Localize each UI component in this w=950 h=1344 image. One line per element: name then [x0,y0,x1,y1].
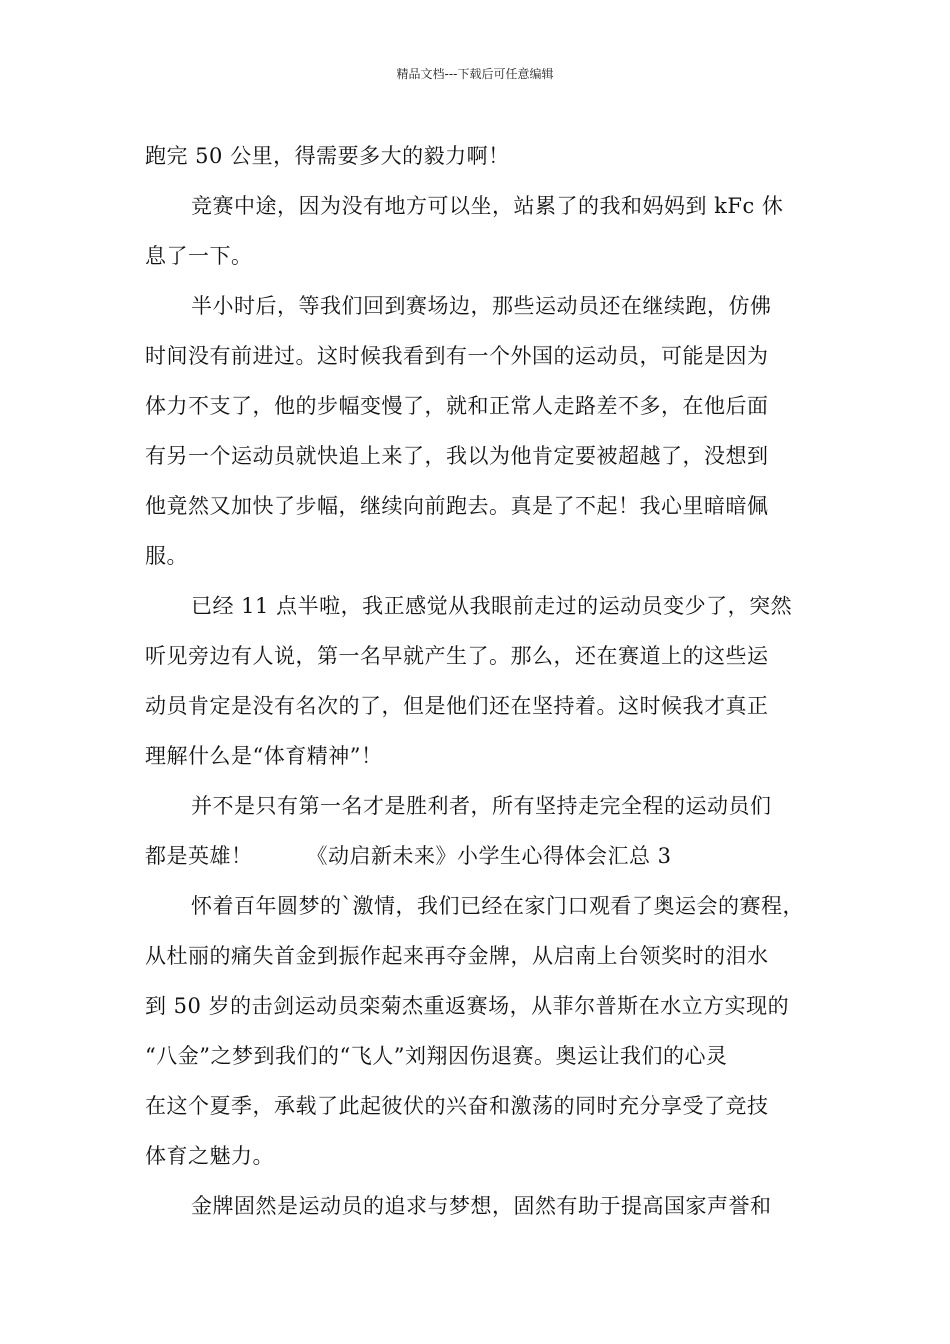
text-line: 服。 [145,544,188,568]
text-line: 从杜丽的痛失首金到振作起来再夺金牌，从启南上台领奖时的泪水 [145,944,769,968]
text-line: 时间没有前进过。这时候我看到有一个外国的运动员，可能是因为 [145,344,769,368]
text-line: 体育之魅力。 [145,1144,274,1168]
text-line: 竞赛中途，因为没有地方可以坐，站累了的我和妈妈到 kFc 休 [191,194,784,218]
paragraph [145,881,815,1181]
text-line: 听见旁边有人说，第一名早就产生了。那么，还在赛道上的这些运 [145,644,769,668]
text-line: 半小时后，等我们回到赛场边，那些运动员还在继续跑，仿佛 [191,294,772,318]
paragraph [145,1181,815,1231]
text-line: 到 50 岁的击剑运动员栾菊杰重返赛场，从菲尔普斯在水立方实现的 [145,994,790,1018]
text-line: 并不是只有第一名才是胜利者，所有坚持走完全程的运动员们 [191,794,772,818]
paragraph [145,281,815,581]
text-line: 金牌固然是运动员的追求与梦想，固然有助于提高国家声誉和 [191,1194,772,1218]
text-line: 体力不支了，他的步幅变慢了，就和正常人走路差不多，在他后面 [145,394,769,418]
paragraph [145,781,815,881]
text-line: 跑完 50 公里，得需要多大的毅力啊！ [145,144,510,168]
text-line: 他竟然又加快了步幅，继续向前跑去。真是了不起！我心里暗暗佩 [145,494,769,518]
text-line: “八金”之梦到我们的“飞人”刘翔因伤退赛。奥运让我们的心灵 [145,1044,728,1068]
text-line: 在这个夏季，承载了此起彼伏的兴奋和激荡的同时充分享受了竞技 [145,1094,769,1118]
document-body [145,131,815,1231]
text-line: 已经 11 点半啦，我正感觉从我眼前走过的运动员变少了，突然 [191,594,793,618]
paragraph [145,131,815,181]
text-line: 息了一下。 [145,244,253,268]
paragraph [145,581,815,781]
page-header: 精品文档---下载后可任意编辑 [396,67,554,81]
text-line: 有另一个运动员就快追上来了，我以为他肯定要被超越了，没想到 [145,444,769,468]
text-line: 理解什么是“体育精神”！ [145,744,383,768]
paragraph [145,181,815,281]
text-line: 动员肯定是没有名次的了，但是他们还在坚持着。这时候我才真正 [145,694,769,718]
text-line: 都是英雄！ 《动启新未来》小学生心得体会汇总 3 [145,844,672,868]
text-line: 怀着百年圆梦的`激情，我们已经在家门口观看了奥运会的赛程， [191,894,804,918]
